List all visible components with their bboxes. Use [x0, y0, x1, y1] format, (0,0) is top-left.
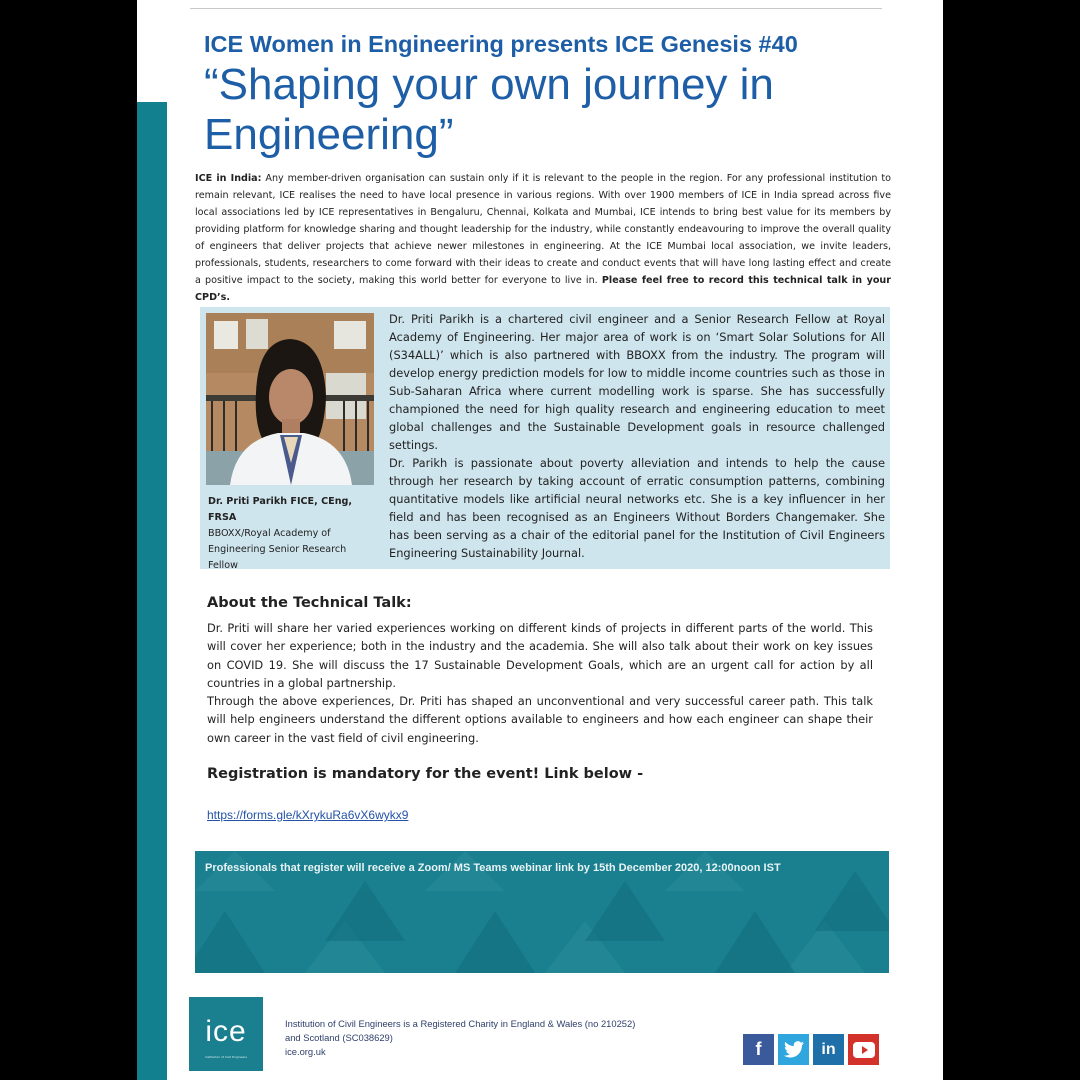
event-title-line-2: Engineering”: [204, 110, 454, 159]
social-links: [743, 1034, 879, 1065]
left-black-margin: [0, 0, 137, 1080]
event-title: [204, 60, 904, 160]
webinar-banner: [195, 851, 889, 973]
charity-line-1: Institution of Civil Engineers is a Registered Charity in England & Wales (no 210252): [285, 1018, 636, 1029]
top-divider: [190, 8, 882, 9]
speaker-photo: [206, 313, 374, 485]
intro-emphasis: Please feel free to record this technical talk in your CPD’s.: [195, 275, 891, 303]
about-talk-body: [207, 619, 873, 747]
speaker-bio: [389, 310, 885, 562]
event-title-line-1: “Shaping your own journey in: [204, 60, 774, 109]
speaker-caption: [208, 494, 378, 574]
registration-notice: Registration is mandatory for the event! Link below -: [207, 766, 644, 782]
ice-logo: [189, 997, 263, 1071]
ice-logo-subtitle: Institution of Civil Engineers: [204, 1055, 248, 1059]
youtube-icon[interactable]: [848, 1034, 879, 1065]
charity-notice: [285, 1017, 705, 1059]
intro-lead: ICE in India:: [195, 173, 262, 184]
speaker-bio-box: [200, 307, 890, 569]
ice-logo-wordmark: ice: [205, 1015, 247, 1048]
charity-line-2: and Scotland (SC038629): [285, 1032, 393, 1043]
event-subtitle: ICE Women in Engineering presents ICE Genesis #40: [204, 31, 798, 57]
speaker-name: Dr. Priti Parikh FICE, CEng, FRSA: [208, 496, 353, 523]
intro-body: Any member-driven organisation can sustain only if it is relevant to the people in the region. For any professional institution to remain relevant, ICE realises the need to have local presence in various regions. With over 1900 members of ICE in India spread across five local associations led by ICE representatives in Bengaluru, Chennai, Kolkata and Mumbai, ICE intends to bring best value for its members by providing platform for knowledge sharing and thought leadership for the industry, while constantly endeavouring to improve the overall quality of engineers that deliver projects that achieve newer milestones in engineering. At the ICE Mumbai local association, we invite leaders, professionals, students, researchers to come forward with their ideas to create and conduct events that will have long lasting effect and create a positive impact to the society, making this world better for everyone to live in.: [195, 173, 891, 286]
webinar-banner-text: Professionals that register will receive a Zoom/ MS Teams webinar link by 15th December 2020, 12:00noon IST: [205, 862, 781, 874]
speaker-affiliation: BBOXX/Royal Academy of Engineering Senior Research Fellow: [208, 528, 347, 571]
linkedin-icon[interactable]: in: [813, 1034, 844, 1065]
teal-side-stripe: [137, 102, 167, 1080]
website-text: ice.org.uk: [285, 1046, 326, 1057]
speaker-bio-paragraph-1: Dr. Priti Parikh is a chartered civil engineer and a Senior Research Fellow at Royal Academy of Engineering. Her major area of work is on ‘Smart Solar Solutions for All (S34ALL)’ which is also partnered with BBOXX from the industry. The program will develop energy prediction models for low to middle income countries such as those in Sub-Saharan Africa where current modelling work is sparse. She has successfully championed the need for high quality research and engineering education to meet global challenges and the Sustainable Development goals in resource challenged settings.: [389, 312, 885, 452]
registration-link[interactable]: https://forms.gle/kXrykuRa6vX6wykx9: [207, 808, 409, 822]
intro-paragraph: [195, 170, 891, 306]
about-talk-paragraph-1: Dr. Priti will share her varied experiences working on different kinds of projects in different parts of the world. This will cover her experience; both in the industry and the academia. She will also talk about their work on key issues on COVID 19. She will discuss the 17 Sustainable Development Goals, which are an urgent call for action by all countries in a global partnership.: [207, 621, 873, 690]
flyer-page: [137, 0, 943, 1080]
about-talk-paragraph-2: Through the above experiences, Dr. Priti has shaped an unconventional and very successful career path. This talk will help engineers understand the different options available to engineers and how each engineer can shape their own career in the vast field of civil engineering.: [207, 694, 873, 745]
right-black-margin: [943, 0, 1080, 1080]
about-talk-heading: About the Technical Talk:: [207, 595, 412, 611]
speaker-bio-paragraph-2: Dr. Parikh is passionate about poverty alleviation and intends to help the cause through her research by taking account of erratic consumption patterns, combining quantitative models like artificial neural networks etc. She is a key influencer in her field and has been recognised as an Engineers Without Borders Changemaker. She has been serving as a chair of the editorial panel for the Institution of Civil Engineers Engineering Sustainability Journal.: [389, 456, 885, 560]
twitter-icon[interactable]: [778, 1034, 809, 1065]
facebook-icon[interactable]: f: [743, 1034, 774, 1065]
